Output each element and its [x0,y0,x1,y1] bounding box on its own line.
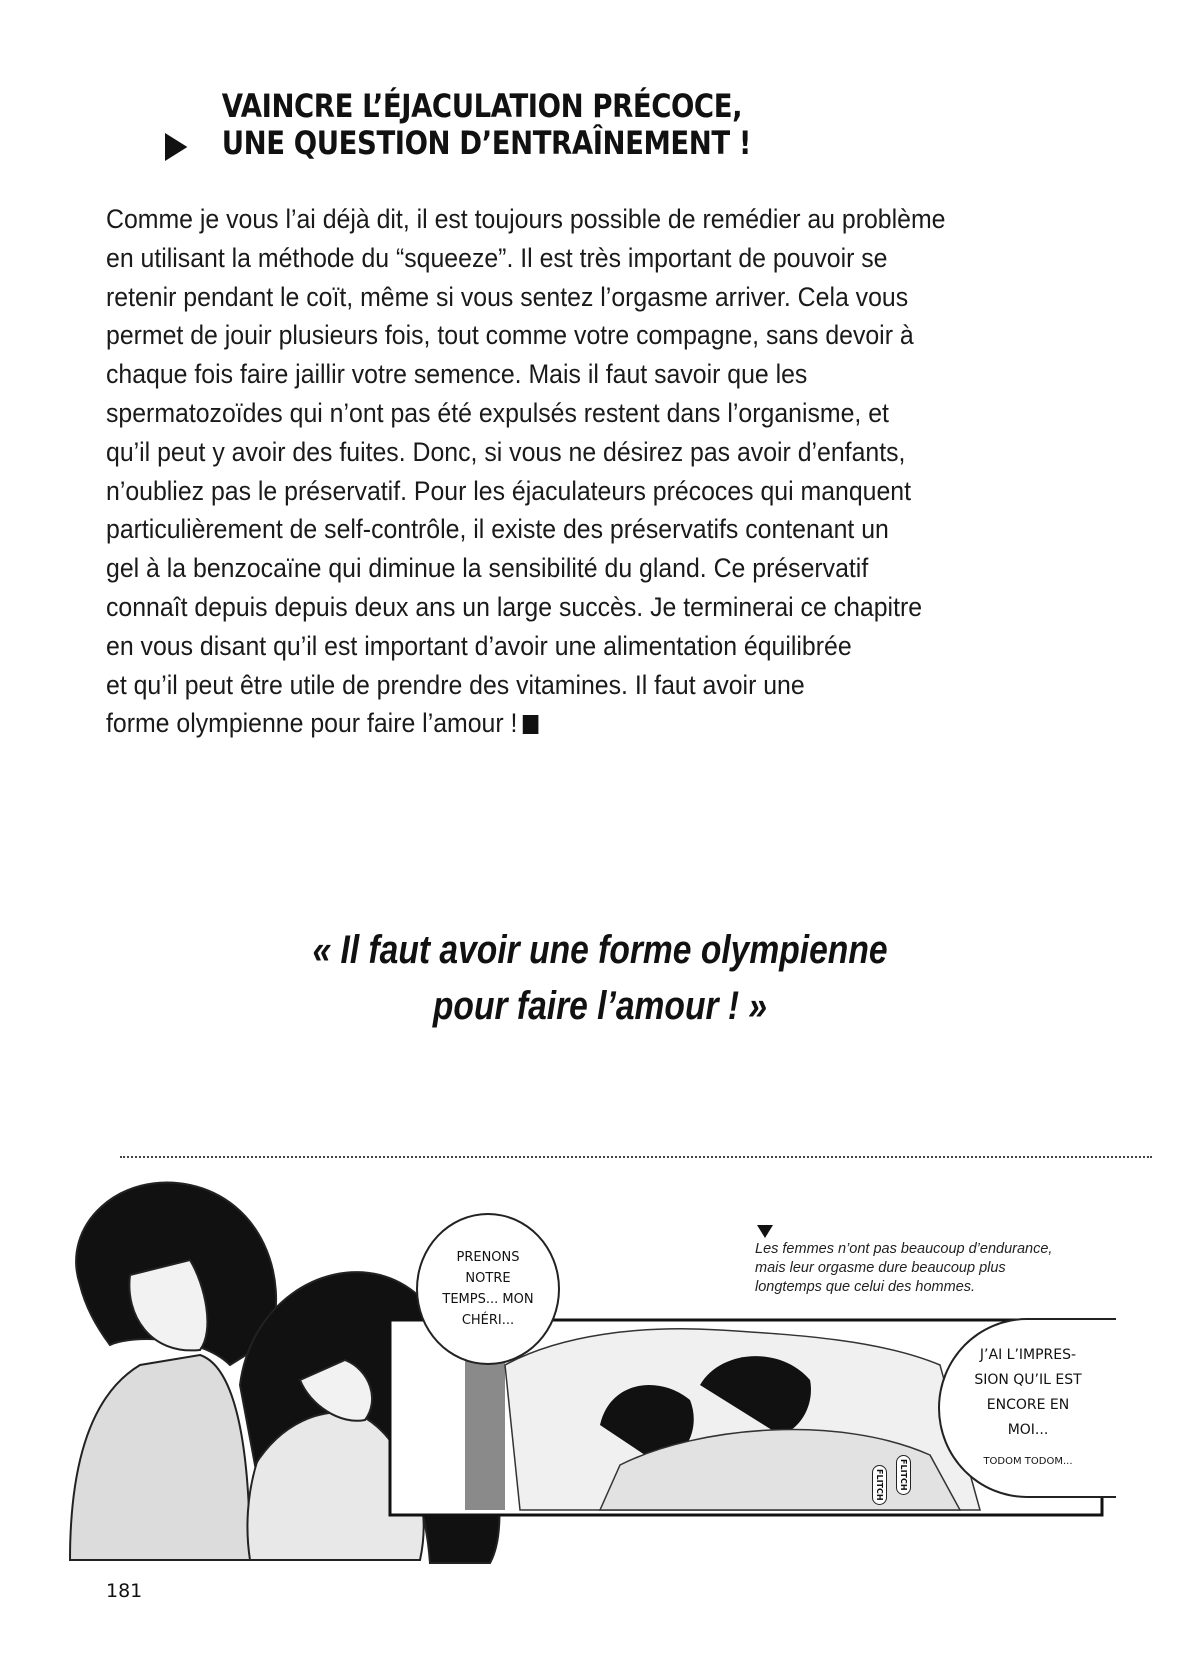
body-line: particulièrement de self-contrôle, il existe des préservatifs contenant un [106,514,889,545]
caption-line: Les femmes n’ont pas beaucoup d’endurance, [755,1241,1053,1257]
caption [755,1240,1095,1297]
right-triangle-icon [165,133,187,161]
body-line-last [106,704,1026,743]
body-line: qu’il peut y avoir des fuites. Donc, si vous ne désirez pas avoir d’enfants, [106,436,906,467]
caption-line: mais leur orgasme dure beaucoup plus [755,1260,1006,1276]
sfx-flitch-1: FLITCH [872,1465,887,1505]
body-line: en utilisant la méthode du “squeeze”. Il est très important de pouvoir se [106,242,888,273]
body-line: et qu’il peut être utile de prendre des vitamines. Il faut avoir une [106,669,805,700]
sfx-flitch-2: FLITCH [896,1455,911,1495]
body-line: spermatozoïdes qui n’ont pas été expulsés restent dans l’organisme, et [106,397,889,428]
body-line: chaque fois faire jaillir votre semence. Mais il faut savoir que les [106,359,808,390]
caption-line: longtemps que celui des hommes. [755,1279,976,1295]
section-heading [165,88,751,162]
bubble-line: NOTRE [465,1271,511,1286]
bubble-line: CHÉRI... [461,1313,515,1328]
body-line: n’oubliez pas le préservatif. Pour les éjaculateurs précoces qui manquent [106,475,911,506]
heartbeat-sound-effect: TODOM TODOM... [983,1455,1073,1467]
body-paragraph [106,200,1026,743]
speech-bubble-left [416,1213,560,1365]
body-line: permet de jouir plusieurs fois, tout comme votre compagne, sans devoir à [106,320,914,351]
page-number: 181 [106,1580,143,1602]
bubble-line: ENCORE EN [986,1396,1070,1413]
down-triangle-icon [757,1225,773,1238]
black-square-end-mark-icon [523,715,539,734]
body-line: gel à la benzocaïne qui diminue la sensibilité du gland. Ce préservatif [106,553,869,584]
body-line-text: forme olympienne pour faire l’amour ! [106,708,518,739]
bubble-line: SION QU’IL EST [974,1371,1082,1388]
heading-line-2: UNE QUESTION D’ENTRAÎNEMENT ! [221,124,752,162]
bubble-line: PRENONS [456,1250,520,1265]
pull-quote-line-2: pour faire l’amour ! » [432,984,768,1028]
bubble-line: TEMPS... MON [442,1292,534,1307]
bubble-line: J’AI L’IMPRES- [979,1346,1077,1363]
pull-quote-line-1: « Il faut avoir une forme olympienne [312,928,888,972]
dotted-divider [120,1156,1152,1158]
body-line: Comme je vous l’ai déjà dit, il est toujours possible de remédier au problème [106,204,946,234]
pull-quote [0,922,1200,1034]
body-line: connaît depuis depuis deux ans un large succès. Je terminerai ce chapitre [106,591,923,622]
heading-line-1: VAINCRE L’ÉJACULATION PRÉCOCE, [221,87,743,125]
speech-bubble-right [938,1318,1116,1498]
bubble-line: MOI... [1007,1421,1049,1438]
sound-effect-flitch [866,1455,936,1515]
body-line: en vous disant qu’il est important d’avoir une alimentation équilibrée [106,630,852,661]
body-line: retenir pendant le coït, même si vous sentez l’orgasme arriver. Cela vous [106,281,909,312]
